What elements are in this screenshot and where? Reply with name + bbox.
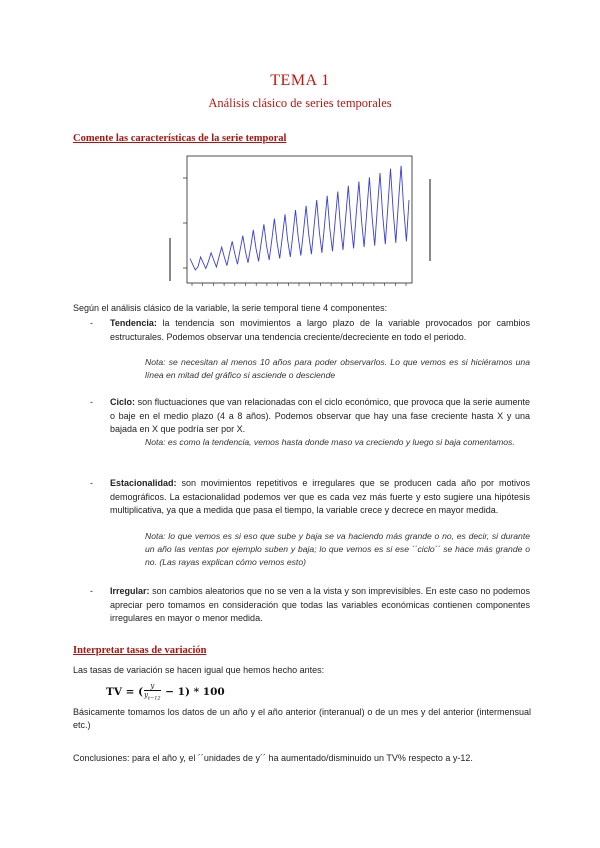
time-series-chart <box>168 153 438 288</box>
term-text: son movimientos repetitivos e irregulares que se producen cada año por motivos demográficos. La estacionalidad podemos ver que es cada vez más fuerte y esto sugiere una hipótesis multiplicativa, ya que a medida que pasa el tiempo, la variable crece y decrece en mayor medida. <box>110 478 530 515</box>
note-estacionalidad: Nota: lo que vemos es si eso que sube y baja se va haciendo más grande o no, es decir, si durante un año las ventas por ejemplo suben y baja; lo que vemos es si ese ´´ciclo´´ se hace más grande o no. (Las rayas explican cómo vemos esto) <box>145 531 530 567</box>
term-label: Tendencia: <box>110 318 157 328</box>
x-axis-ticks <box>192 283 406 286</box>
term-text: son fluctuaciones que van relacionadas con el ciclo económico, que provoca que la serie aumente o baje en el medio plazo (4 a 8 años). Podemos observar que hay una fase creciente hasta X y una bajada en X que podría ser por X. <box>110 397 530 434</box>
formula-right: − 1) * 100 <box>161 686 225 699</box>
formula-numerator: y <box>144 682 161 691</box>
term-label: Estacionalidad: <box>110 478 177 488</box>
page-subtitle: Análisis clásico de series temporales <box>208 96 392 110</box>
list-item-tendencia <box>90 317 530 344</box>
tasas-line-2: Básicamente tomamos los datos de un año y el año anterior (interanual) o de un mes y del anterior (intermensual etc.) <box>73 707 531 730</box>
list-dash: - <box>90 397 93 407</box>
formula-den-sub: t−12 <box>148 695 161 702</box>
list-dash: - <box>90 478 93 488</box>
term-label: Ciclo: <box>110 397 136 407</box>
tasa-variacion-formula <box>106 682 225 702</box>
term-label: Irregular: <box>110 586 150 596</box>
formula-den-var: y <box>144 691 149 699</box>
formula-fraction <box>144 682 161 702</box>
y-axis-ticks <box>183 178 187 268</box>
formula-denominator <box>144 691 161 702</box>
tasas-conclusion: Conclusiones: para el año y, el ´´unidades de y´´ ha aumentado/disminuido un TV% respecto a y-12. <box>73 753 473 763</box>
formula-left: TV = ( <box>106 686 144 699</box>
page-title: TEMA 1 <box>270 72 330 89</box>
list-dash: - <box>90 318 93 328</box>
section-heading-tasas: Interpretar tasas de variación <box>73 645 207 656</box>
term-text: la tendencia son movimientos a largo plazo de la variable provocados por cambios estructurales. Podemos observar una tendencia creciente/decreciente en todo el periodo. <box>110 318 530 342</box>
list-item-irregular <box>90 585 530 626</box>
tasas-line-1: Las tasas de variación se hacen igual que hemos hecho antes: <box>73 665 325 675</box>
plot-frame <box>187 156 412 283</box>
list-item-ciclo <box>90 396 530 437</box>
list-dash: - <box>90 586 93 596</box>
note-ciclo: Nota: es como la tendencia, vemos hasta donde maso va creciendo y luego si baja comentamos. <box>145 437 515 447</box>
term-text: son cambios aleatorios que no se ven a la vista y son imprevisibles. En este caso no podemos apreciar pero tomamos en consideración que todas las variables económicas contienen componentes irregulares en mayor o menor medida. <box>110 586 530 623</box>
section-heading-series: Comente las características de la serie temporal <box>73 133 287 144</box>
note-tendencia: Nota: se necesitan al menos 10 años para poder observarlos. Lo que vemos es si hiciéramos una línea en mitad del gráfico si asciende o desciende <box>145 357 530 380</box>
list-item-estacionalidad <box>90 477 530 518</box>
intro-text: Según el análisis clásico de la variable, la serie temporal tiene 4 componentes: <box>73 303 388 313</box>
